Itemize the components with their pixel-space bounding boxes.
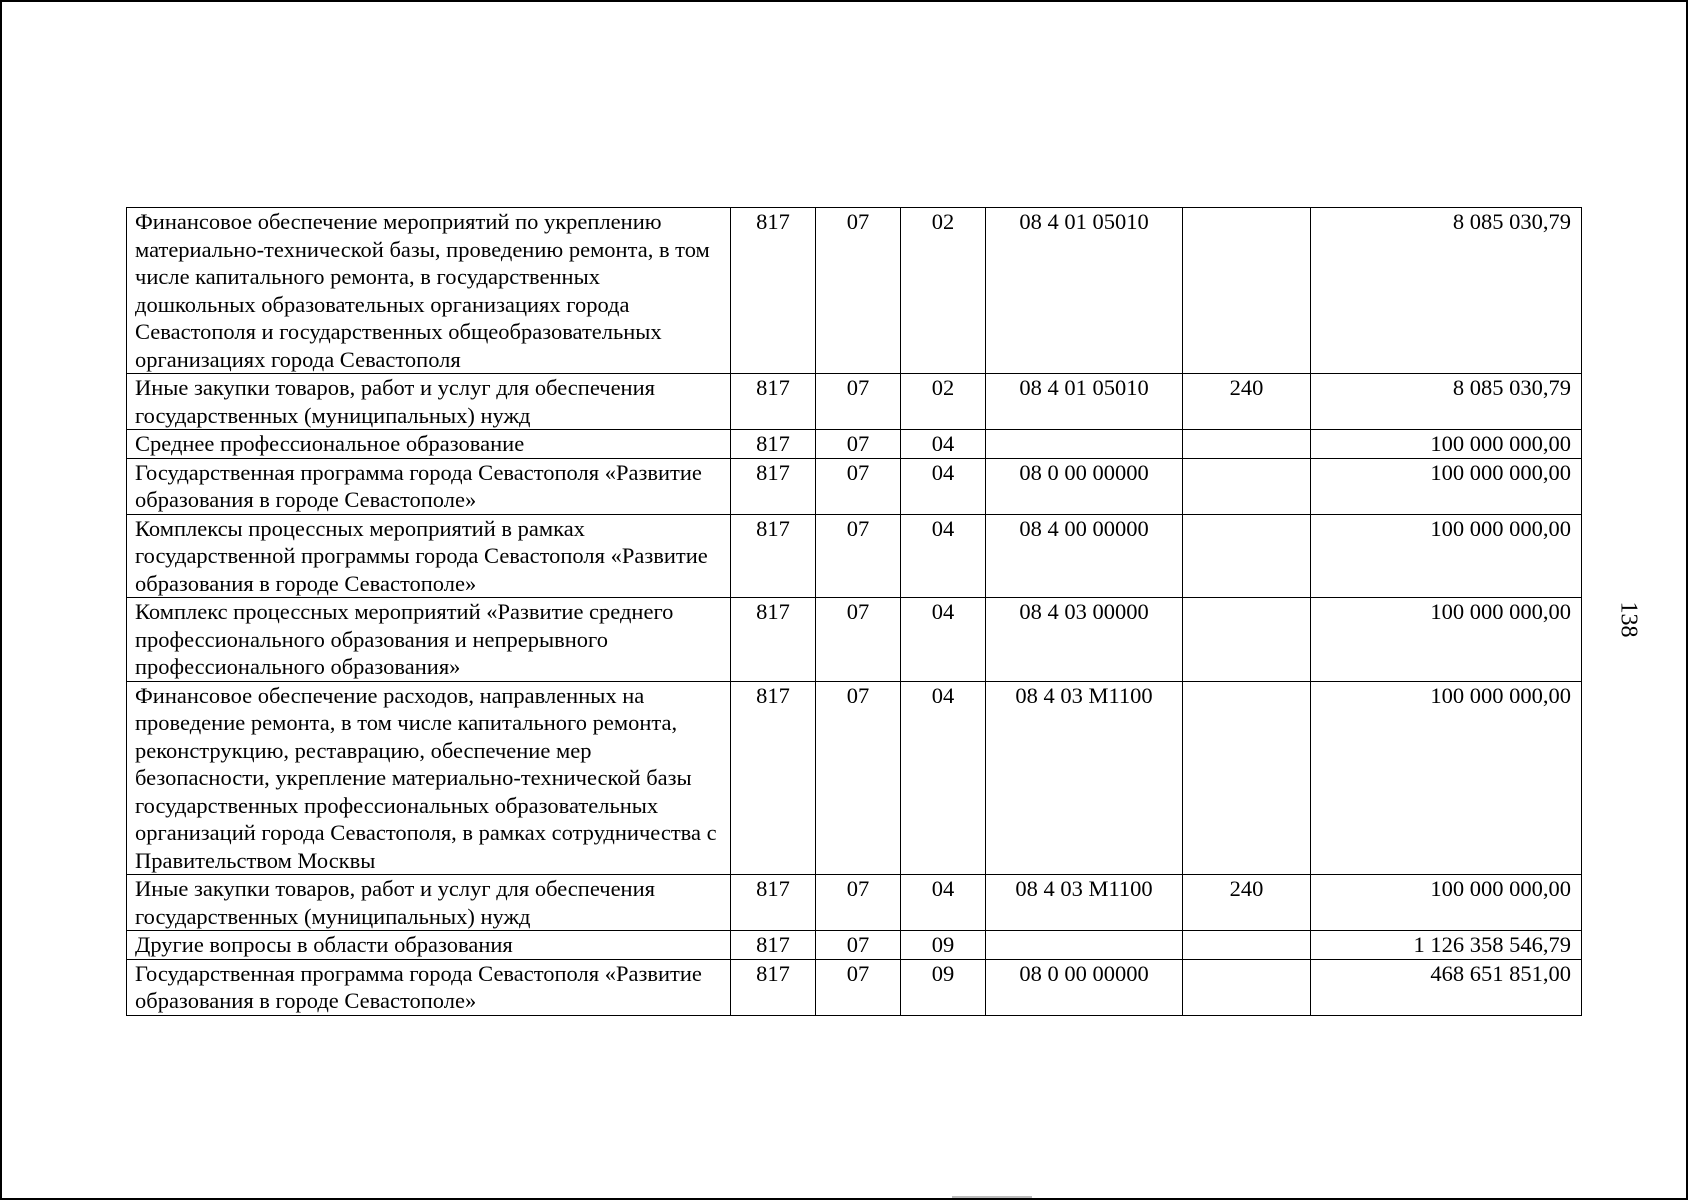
cell-sum: 100 000 000,00: [1311, 875, 1582, 931]
cell-subsection: 04: [901, 458, 986, 514]
table-body: [127, 208, 1582, 1016]
cell-subsection: 09: [901, 931, 986, 960]
cell-target-item: [986, 931, 1183, 960]
table-row: [127, 959, 1582, 1015]
cell-expense-type: [1183, 598, 1311, 682]
cell-sum: 100 000 000,00: [1311, 514, 1582, 598]
cell-name: Государственная программа города Севастополя «Развитие образования в городе Севастополе»: [127, 458, 731, 514]
table-row: [127, 598, 1582, 682]
cell-name: Комплекс процессных мероприятий «Развитие среднего профессионального образования и непрерывного профессионального образования»: [127, 598, 731, 682]
cell-subsection: 04: [901, 598, 986, 682]
cell-target-item: [986, 430, 1183, 459]
cell-section: 07: [816, 208, 901, 374]
cell-expense-type: 240: [1183, 875, 1311, 931]
cell-ved: 817: [731, 931, 816, 960]
cell-name: Комплексы процессных мероприятий в рамках государственной программы города Севастополя «Развитие образования в городе Севастополе»: [127, 514, 731, 598]
cell-subsection: 04: [901, 875, 986, 931]
cell-target-item: 08 0 00 00000: [986, 959, 1183, 1015]
cell-ved: 817: [731, 430, 816, 459]
cell-subsection: 09: [901, 959, 986, 1015]
table-row: [127, 875, 1582, 931]
cell-expense-type: [1183, 430, 1311, 459]
table-row: [127, 374, 1582, 430]
cell-subsection: 04: [901, 514, 986, 598]
cell-name: Государственная программа города Севастополя «Развитие образования в городе Севастополе»: [127, 959, 731, 1015]
cell-target-item: 08 4 00 00000: [986, 514, 1183, 598]
cell-name: Финансовое обеспечение мероприятий по укреплению материально-технической базы, проведению ремонта, в том числе капитального ремонта, в государственных дошкольных образовательных организациях города Севастополя и государственных общеобразовательных организациях города Севастополя: [127, 208, 731, 374]
cell-expense-type: [1183, 208, 1311, 374]
cell-section: 07: [816, 514, 901, 598]
cell-name: Среднее профессиональное образование: [127, 430, 731, 459]
cell-ved: 817: [731, 208, 816, 374]
cell-sum: 100 000 000,00: [1311, 458, 1582, 514]
table-row: [127, 458, 1582, 514]
table-row: [127, 430, 1582, 459]
cell-section: 07: [816, 931, 901, 960]
cell-expense-type: [1183, 514, 1311, 598]
cell-sum: 8 085 030,79: [1311, 208, 1582, 374]
table-row: [127, 681, 1582, 875]
cell-target-item: 08 4 03 M1100: [986, 681, 1183, 875]
cell-expense-type: 240: [1183, 374, 1311, 430]
budget-table: [126, 207, 1582, 1016]
cell-section: 07: [816, 681, 901, 875]
scan-mark: [952, 1196, 1032, 1198]
cell-expense-type: [1183, 931, 1311, 960]
cell-sum: 100 000 000,00: [1311, 681, 1582, 875]
cell-name: Иные закупки товаров, работ и услуг для обеспечения государственных (муниципальных) нужд: [127, 374, 731, 430]
cell-target-item: 08 0 00 00000: [986, 458, 1183, 514]
cell-subsection: 02: [901, 208, 986, 374]
cell-subsection: 04: [901, 430, 986, 459]
cell-name: Иные закупки товаров, работ и услуг для обеспечения государственных (муниципальных) нужд: [127, 875, 731, 931]
cell-expense-type: [1183, 681, 1311, 875]
cell-ved: 817: [731, 681, 816, 875]
table-row: [127, 208, 1582, 374]
cell-expense-type: [1183, 959, 1311, 1015]
cell-sum: 8 085 030,79: [1311, 374, 1582, 430]
cell-ved: 817: [731, 514, 816, 598]
cell-sum: 1 126 358 546,79: [1311, 931, 1582, 960]
cell-expense-type: [1183, 458, 1311, 514]
cell-subsection: 02: [901, 374, 986, 430]
table-row: [127, 514, 1582, 598]
page-number: 138: [1615, 601, 1642, 638]
cell-target-item: 08 4 03 00000: [986, 598, 1183, 682]
cell-target-item: 08 4 01 05010: [986, 208, 1183, 374]
cell-subsection: 04: [901, 681, 986, 875]
table-row: [127, 931, 1582, 960]
cell-name: Финансовое обеспечение расходов, направленных на проведение ремонта, в том числе капитального ремонта, реконструкцию, реставрацию, обеспечение мер безопасности, укрепление материально-технической базы государственных профессиональных образовательных организаций города Севастополя, в рамках сотрудничества с Правительством Москвы: [127, 681, 731, 875]
cell-section: 07: [816, 374, 901, 430]
cell-target-item: 08 4 01 05010: [986, 374, 1183, 430]
cell-ved: 817: [731, 458, 816, 514]
cell-sum: 100 000 000,00: [1311, 430, 1582, 459]
cell-section: 07: [816, 959, 901, 1015]
cell-section: 07: [816, 598, 901, 682]
cell-section: 07: [816, 430, 901, 459]
cell-ved: 817: [731, 959, 816, 1015]
cell-sum: 100 000 000,00: [1311, 598, 1582, 682]
cell-ved: 817: [731, 875, 816, 931]
cell-name: Другие вопросы в области образования: [127, 931, 731, 960]
cell-ved: 817: [731, 374, 816, 430]
cell-ved: 817: [731, 598, 816, 682]
cell-section: 07: [816, 875, 901, 931]
cell-section: 07: [816, 458, 901, 514]
cell-sum: 468 651 851,00: [1311, 959, 1582, 1015]
cell-target-item: 08 4 03 M1100: [986, 875, 1183, 931]
